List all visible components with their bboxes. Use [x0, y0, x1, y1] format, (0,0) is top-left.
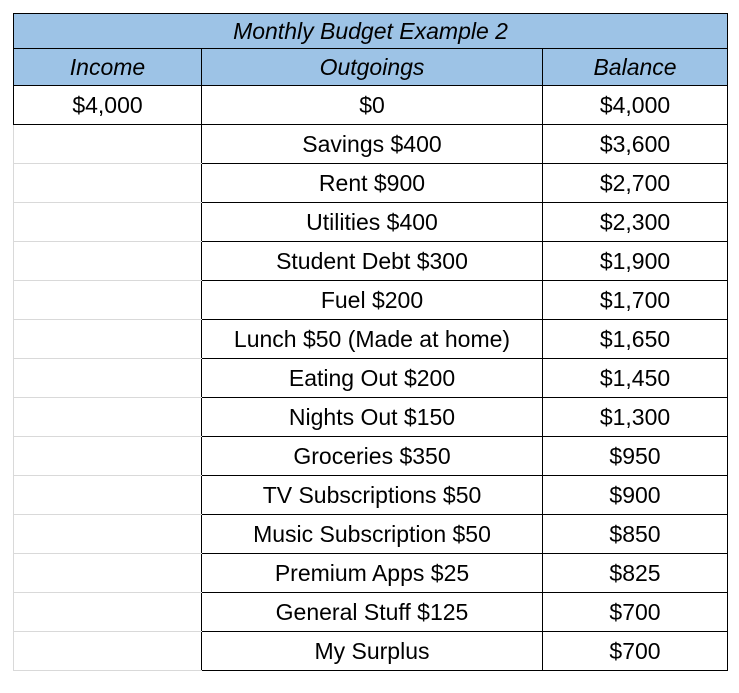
- table-row: [14, 164, 728, 203]
- title-row: [14, 14, 728, 49]
- table-row: [14, 398, 728, 437]
- income-cell[interactable]: [14, 632, 202, 671]
- income-cell[interactable]: [14, 125, 202, 164]
- outgoing-cell[interactable]: Eating Out $200: [202, 359, 543, 398]
- budget-table: [13, 13, 728, 671]
- table-title[interactable]: Monthly Budget Example 2: [14, 14, 728, 49]
- table-row: [14, 437, 728, 476]
- table-body: [14, 86, 728, 671]
- table-row: [14, 281, 728, 320]
- budget-sheet: [13, 13, 727, 671]
- balance-cell[interactable]: $700: [543, 593, 728, 632]
- balance-cell[interactable]: $1,700: [543, 281, 728, 320]
- income-cell[interactable]: [14, 437, 202, 476]
- balance-cell[interactable]: $2,300: [543, 203, 728, 242]
- table-row: [14, 515, 728, 554]
- balance-cell[interactable]: $825: [543, 554, 728, 593]
- income-cell[interactable]: [14, 359, 202, 398]
- income-cell[interactable]: [14, 593, 202, 632]
- income-cell[interactable]: [14, 203, 202, 242]
- income-cell[interactable]: [14, 242, 202, 281]
- income-cell[interactable]: [14, 320, 202, 359]
- table-row: [14, 242, 728, 281]
- outgoing-cell[interactable]: Student Debt $300: [202, 242, 543, 281]
- balance-cell[interactable]: $850: [543, 515, 728, 554]
- income-cell[interactable]: [14, 554, 202, 593]
- outgoing-cell[interactable]: Groceries $350: [202, 437, 543, 476]
- table-row: [14, 593, 728, 632]
- balance-cell[interactable]: $1,300: [543, 398, 728, 437]
- table-row: [14, 86, 728, 125]
- balance-cell[interactable]: $3,600: [543, 125, 728, 164]
- outgoing-cell[interactable]: TV Subscriptions $50: [202, 476, 543, 515]
- balance-cell[interactable]: $1,900: [543, 242, 728, 281]
- income-cell[interactable]: [14, 398, 202, 437]
- column-header-income[interactable]: Income: [14, 49, 202, 86]
- balance-cell[interactable]: $4,000: [543, 86, 728, 125]
- balance-cell[interactable]: $700: [543, 632, 728, 671]
- income-cell[interactable]: [14, 515, 202, 554]
- outgoing-cell[interactable]: Lunch $50 (Made at home): [202, 320, 543, 359]
- table-row: [14, 476, 728, 515]
- income-cell[interactable]: $4,000: [14, 86, 202, 125]
- table-row: [14, 203, 728, 242]
- income-cell[interactable]: [14, 476, 202, 515]
- column-header-outgoings[interactable]: Outgoings: [202, 49, 543, 86]
- income-cell[interactable]: [14, 164, 202, 203]
- balance-cell[interactable]: $2,700: [543, 164, 728, 203]
- outgoing-cell[interactable]: Fuel $200: [202, 281, 543, 320]
- outgoing-cell[interactable]: Savings $400: [202, 125, 543, 164]
- balance-cell[interactable]: $950: [543, 437, 728, 476]
- outgoing-cell[interactable]: Utilities $400: [202, 203, 543, 242]
- balance-cell[interactable]: $1,450: [543, 359, 728, 398]
- outgoing-cell[interactable]: Nights Out $150: [202, 398, 543, 437]
- income-cell[interactable]: [14, 281, 202, 320]
- balance-cell[interactable]: $900: [543, 476, 728, 515]
- column-header-balance[interactable]: Balance: [543, 49, 728, 86]
- table-row: [14, 554, 728, 593]
- outgoing-cell[interactable]: My Surplus: [202, 632, 543, 671]
- outgoing-cell[interactable]: Premium Apps $25: [202, 554, 543, 593]
- header-row: [14, 49, 728, 86]
- table-row: [14, 320, 728, 359]
- table-row: [14, 125, 728, 164]
- balance-cell[interactable]: $1,650: [543, 320, 728, 359]
- table-row: [14, 632, 728, 671]
- outgoing-cell[interactable]: General Stuff $125: [202, 593, 543, 632]
- outgoing-cell[interactable]: $0: [202, 86, 543, 125]
- table-row: [14, 359, 728, 398]
- outgoing-cell[interactable]: Rent $900: [202, 164, 543, 203]
- outgoing-cell[interactable]: Music Subscription $50: [202, 515, 543, 554]
